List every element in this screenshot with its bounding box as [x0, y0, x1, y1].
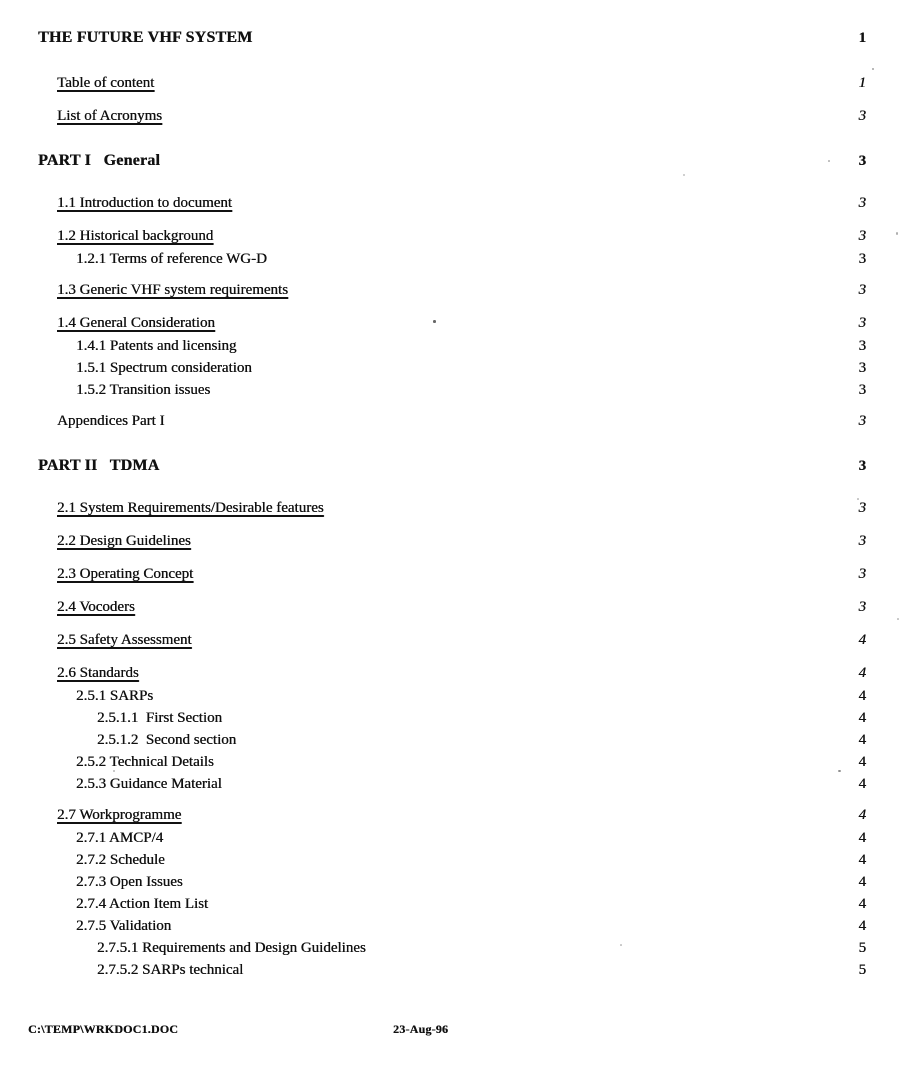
footer-date: 23-Aug-96	[393, 1022, 449, 1036]
toc-entry-row	[0, 663, 915, 684]
toc-entry-label: 2.5.3 Guidance Material	[76, 776, 222, 792]
toc-entry-label: 2.4 Vocoders	[57, 599, 135, 615]
toc-entry-page-number: 3	[858, 251, 866, 267]
toc-entry-page-number: 3	[858, 282, 866, 298]
toc-entry-page-number: 3	[858, 338, 866, 354]
toc-entry-label: 1.2 Historical background	[57, 228, 214, 244]
toc-entry-row	[0, 850, 915, 871]
toc-entry-row	[0, 894, 915, 915]
scan-speck	[838, 770, 841, 772]
toc-entry-page-number: 4	[858, 896, 866, 912]
toc-entry-row	[0, 805, 915, 826]
toc-entry-page-number: 5	[858, 940, 866, 956]
toc-entry-page-number: 1	[858, 30, 866, 46]
scan-speck	[896, 232, 898, 235]
toc-entry-row	[0, 249, 915, 270]
toc-entry-page-number: 4	[858, 852, 866, 868]
page-footer	[0, 1022, 915, 1042]
toc-entry-page-number: 4	[858, 632, 866, 648]
toc-entry-row	[0, 960, 915, 981]
toc-entry-row	[0, 313, 915, 334]
toc-entry-row	[0, 564, 915, 585]
toc-entry-page-number: 3	[858, 195, 866, 211]
toc-entry-page-number: 5	[858, 962, 866, 978]
toc-entry-label: 2.7.4 Action Item List	[76, 896, 209, 912]
toc-entry-page-number: 4	[858, 830, 866, 846]
toc-entry-row	[0, 280, 915, 301]
toc-entry-page-number: 4	[858, 665, 866, 681]
toc-entry-row	[0, 193, 915, 214]
toc-entry-label: 2.5.1.1 First Section	[97, 710, 223, 726]
scan-speck	[828, 160, 830, 162]
toc-entry-label: 2.7 Workprogramme	[57, 807, 182, 823]
document-title: THE FUTURE VHF SYSTEM	[38, 29, 253, 46]
toc-entry-row	[0, 226, 915, 247]
toc-entry-row	[0, 774, 915, 795]
scan-speck	[433, 320, 436, 323]
toc-entry-label: Appendices Part I	[57, 413, 165, 429]
toc-entry-page-number: 3	[858, 382, 866, 398]
toc-entry-page-number: 4	[858, 754, 866, 770]
toc-entry-row	[0, 630, 915, 651]
toc-entry-page-number: 3	[858, 599, 866, 615]
toc-entry-row	[0, 336, 915, 357]
toc-entry-page-number: 4	[858, 807, 866, 823]
toc-entry-label: PART I General	[38, 152, 161, 169]
toc-entry-row	[0, 411, 915, 432]
footer-file-path: C:\TEMP\WRKDOC1.DOC	[28, 1022, 179, 1036]
toc-entry-row	[0, 872, 915, 893]
toc-entry-page-number: 4	[858, 710, 866, 726]
toc-entry-page-number: 4	[858, 732, 866, 748]
document-title-row	[0, 27, 915, 49]
toc-entry-label: 2.5.2 Technical Details	[76, 754, 214, 770]
toc-entry-row	[0, 73, 915, 94]
toc-entry-label: 2.7.5.2 SARPs technical	[97, 962, 244, 978]
toc-entry-label: 2.5 Safety Assessment	[57, 632, 192, 648]
toc-entry-page-number: 3	[858, 153, 866, 169]
toc-entry-label: List of Acronyms	[57, 108, 162, 124]
toc-entry-row	[0, 828, 915, 849]
scan-speck	[620, 944, 622, 946]
toc-entry-label: 2.7.5 Validation	[76, 918, 172, 934]
scan-speck	[872, 68, 874, 70]
toc-entry-row	[0, 938, 915, 959]
scan-speck	[897, 618, 899, 620]
toc-entry-label: 2.5.1.2 Second section	[97, 732, 237, 748]
toc-entry-row	[0, 531, 915, 552]
toc-entry-label: 2.7.3 Open Issues	[76, 874, 183, 890]
toc-entry-page-number: 3	[858, 315, 866, 331]
toc-entry-page-number: 3	[858, 360, 866, 376]
toc-entry-page-number: 3	[858, 108, 866, 124]
toc-entry-row	[0, 730, 915, 751]
toc-entry-label: 1.4 General Consideration	[57, 315, 215, 331]
toc-entry-label: 2.7.2 Schedule	[76, 852, 165, 868]
toc-entry-page-number: 4	[858, 688, 866, 704]
toc-entry-row	[0, 686, 915, 707]
toc-entry-row	[0, 358, 915, 379]
toc-entry-label: 2.6 Standards	[57, 665, 139, 681]
toc-entry-page-number: 4	[858, 874, 866, 890]
toc-entry-label: 2.7.5.1 Requirements and Design Guidelines	[97, 940, 366, 956]
toc-entry-page-number: 3	[858, 500, 866, 516]
part-heading-row	[0, 150, 915, 172]
toc-entry-label: 2.7.1 AMCP/4	[76, 830, 164, 846]
toc-entry-label: 1.3 Generic VHF system requirements	[57, 282, 288, 298]
toc-entry-label: Table of content	[57, 75, 155, 91]
toc-entry-row	[0, 597, 915, 618]
toc-entry-page-number: 3	[858, 566, 866, 582]
toc-entry-label: 2.2 Design Guidelines	[57, 533, 191, 549]
toc-entry-label: 1.5.2 Transition issues	[76, 382, 211, 398]
part-heading-row	[0, 455, 915, 477]
toc-entry-page-number: 3	[858, 413, 866, 429]
toc-entry-page-number: 3	[858, 458, 866, 474]
toc-entry-row	[0, 708, 915, 729]
toc-entry-label: 1.5.1 Spectrum consideration	[76, 360, 252, 376]
toc-entry-page-number: 4	[858, 918, 866, 934]
toc-entry-label: 1.4.1 Patents and licensing	[76, 338, 237, 354]
toc-entry-page-number: 4	[858, 776, 866, 792]
toc-entry-row	[0, 498, 915, 519]
toc-entry-row	[0, 916, 915, 937]
toc-entry-label: 2.3 Operating Concept	[57, 566, 194, 582]
toc-entry-row	[0, 752, 915, 773]
scan-speck	[857, 498, 859, 500]
toc-entry-label: PART II TDMA	[38, 457, 160, 474]
toc-entry-row	[0, 106, 915, 127]
toc-entry-label: 1.2.1 Terms of reference WG-D	[76, 251, 267, 267]
toc-entry-row	[0, 380, 915, 401]
toc-entry-page-number: 3	[858, 228, 866, 244]
toc-entry-page-number: 3	[858, 533, 866, 549]
toc-entry-label: 1.1 Introduction to document	[57, 195, 232, 211]
toc-entry-label: 2.1 System Requirements/Desirable features	[57, 500, 324, 516]
scan-speck	[683, 174, 685, 176]
scan-speck	[113, 770, 115, 772]
toc-entry-label: 2.5.1 SARPs	[76, 688, 154, 704]
toc-entry-page-number: 1	[858, 75, 866, 91]
